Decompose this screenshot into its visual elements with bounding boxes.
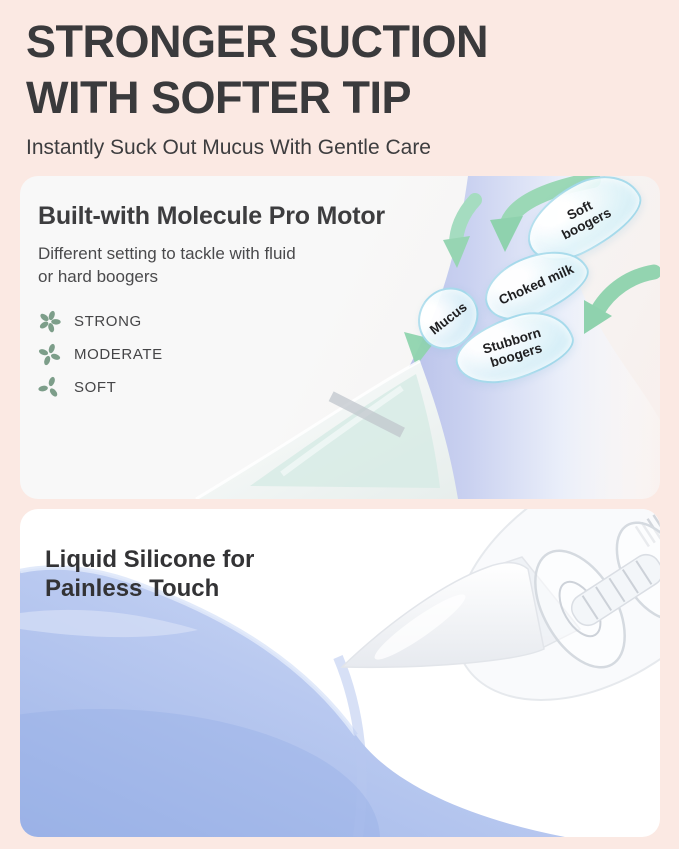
- bubble-stubborn-boogers: Stubborn boogers: [448, 301, 581, 395]
- mode-row-strong: [38, 305, 660, 338]
- mode-label: MODERATE: [74, 346, 163, 363]
- fan-strong-icon: [38, 310, 61, 333]
- page-subtitle: Instantly Suck Out Mucus With Gentle Care: [26, 136, 431, 159]
- title-line-1: STRONGER SUCTION: [26, 16, 489, 67]
- bubble-mucus: Mucus: [405, 275, 491, 360]
- page-header: [0, 0, 679, 160]
- fan-soft-icon: [38, 376, 61, 399]
- page-title: [26, 14, 655, 126]
- silicone-card-heading: Liquid Silicone for Painless Touch: [45, 546, 255, 602]
- suction-mode-list: [38, 305, 660, 404]
- silicone-feature-card: [20, 509, 660, 837]
- mode-row-moderate: [38, 338, 660, 371]
- motor-feature-card: [20, 176, 660, 499]
- motor-card-description: Different setting to tackle with fluid or hard boogers: [38, 244, 296, 286]
- mode-label: STRONG: [74, 313, 142, 330]
- mode-row-soft: [38, 371, 660, 404]
- motor-card-heading: Built-with Molecule Pro Motor: [38, 202, 385, 230]
- bubble-choked-milk: Choked milk: [475, 236, 597, 333]
- mode-label: SOFT: [74, 379, 117, 396]
- fan-moderate-icon: [38, 343, 61, 366]
- title-line-2: WITH SOFTER TIP: [26, 72, 411, 123]
- bubble-soft-boogers: Soft boogers: [514, 176, 653, 274]
